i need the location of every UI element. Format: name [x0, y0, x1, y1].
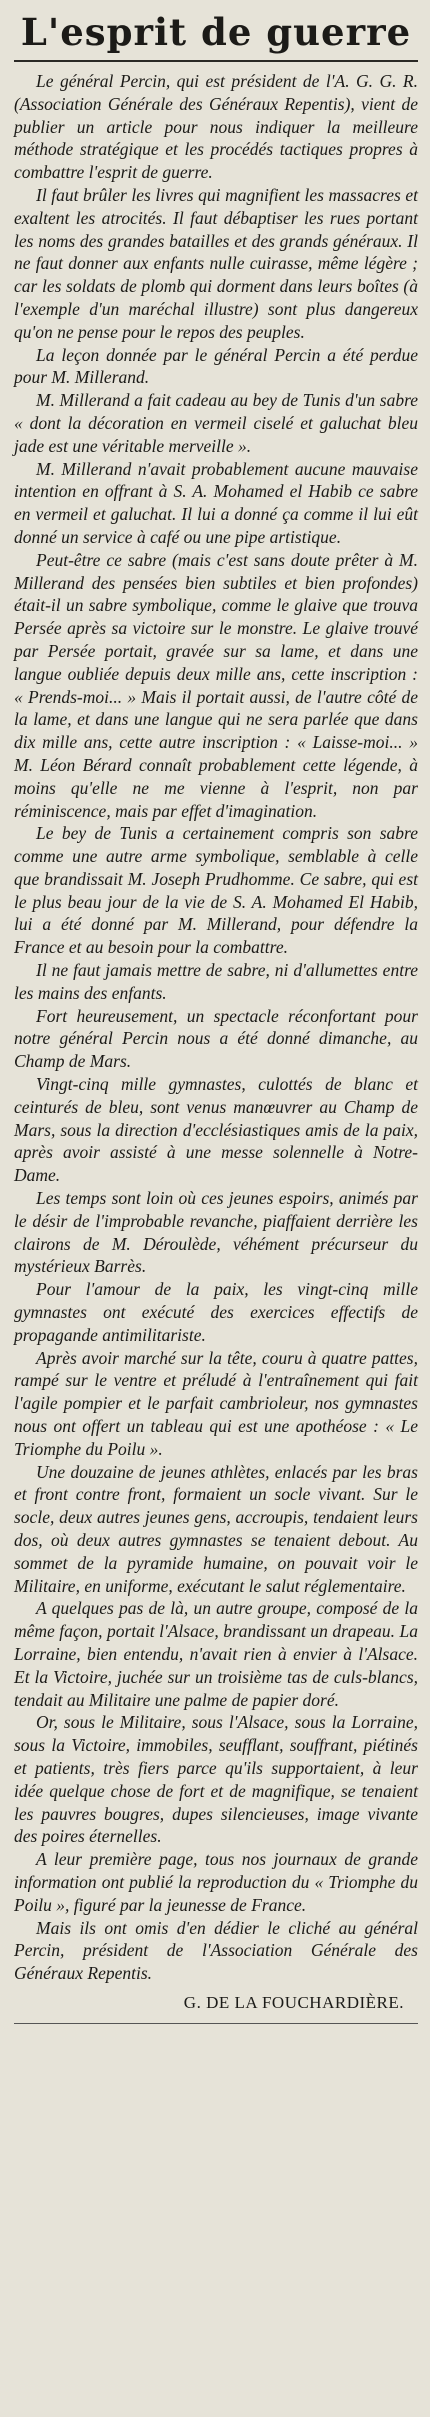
paragraph-4: M. Millerand a fait cadeau au bey de Tunis d'un sabre « dont la décoration en vermeil ciselé et galuchat bleu jade est une véritable merveille ».	[14, 390, 418, 456]
paragraph-18: Mais ils ont omis d'en dédier le cliché au général Percin, président de l'Association Générale des Généraux Repentis.	[14, 1917, 418, 1984]
paragraph-10: Vingt-cinq mille gymnastes, culottés de blanc et ceinturés de bleu, sont venus manœuvrer au Champ de Mars, sous la direction d'ecclésiastiques amis de la paix, après avoir assisté à une messe solennelle à Notre-Dame.	[14, 1074, 418, 1186]
paragraph-9: Fort heureusement, un spectacle réconfortant pour notre général Percin nous a été donné dimanche, au Champ de Mars.	[14, 1005, 418, 1072]
paragraph-5: M. Millerand n'avait probablement aucune mauvaise intention en offrant à S. A. Mohamed el Habib ce sabre en vermeil et galuchat. Il lui a donné ça comme il lui eût donné un service à café ou une pipe artistique.	[14, 458, 418, 547]
title-rule	[14, 60, 418, 62]
paragraph-3: La leçon donnée par le général Percin a été perdue pour M. Millerand.	[14, 344, 418, 388]
paragraph-11: Les temps sont loin où ces jeunes espoirs, animés par le désir de l'improbable revanche, piaffaient derrière les clairons de M. Déroulède, véhément précurseur du mystérieux Barrès.	[14, 1188, 418, 1277]
paragraph-6: Peut-être ce sabre (mais c'est sans doute prêter à M. Millerand des pensées bien subtiles et bien profondes) était-il un sabre symbolique, comme le glaive que trouva Persée après sa victoire sur le monstre. Le glaive trouvé par Persée portait, gravée sur sa lame, et dans une langue oubliée depuis deux mille ans, cette inscription : « Prends-moi... » Mais il portait aussi, de l'autre côté de la lame, et dans une langue qui ne sera parlée que dans dix mille ans, cette autre inscription : « Laisse-moi... » M. Léon Bérard connaît probablement cette légende, à moins qu'elle ne me vienne à l'esprit, non par réminiscence, mais par effet d'imagination.	[14, 549, 418, 821]
paragraph-1: Le général Percin, qui est président de l'A. G. G. R. (Association Générale des Généraux Repentis), vient de publier un article pour nous indiquer la meilleure méthode stratégique et les procédés tactiques propres à combattre l'esprit de guerre.	[14, 71, 418, 183]
paragraph-14: Une douzaine de jeunes athlètes, enlacés par les bras et front contre front, formaient un socle vivant. Sur le socle, deux autres jeunes gens, accroupis, tendaient leurs dos, où deux autres gymnastes se tenaient debout. Au sommet de la pyramide humaine, on pouvait voir le Militaire, en uniforme, exécutant le salut réglementaire.	[14, 1461, 418, 1596]
paragraph-12: Pour l'amour de la paix, les vingt-cinq mille gymnastes ont exécuté des exercices effectifs de propagande antimilitariste.	[14, 1279, 418, 1345]
article-title: L'esprit de guerre	[20, 10, 412, 54]
author-signature: G. DE LA FOUCHARDIÈRE.	[183, 1992, 404, 2012]
paragraph-17: A leur première page, tous nos journaux de grande information ont publié la reproduction du « Triomphe du Poilu », figuré par la jeunesse de France.	[14, 1849, 418, 1915]
paragraph-2: Il faut brûler les livres qui magnifient les massacres et exaltent les atrocités. Il faut débaptiser les rues portant les noms des grandes batailles et des grands généraux. Il ne faut donner aux enfants nulle cuirasse, même légère ; car les soldats de plomb qui dorment dans leurs boîtes (à l'exemple d'un maréchal illustre) sont plus dangereux qu'on ne pense pour le repos des peuples.	[14, 184, 418, 342]
paragraph-16: Or, sous le Militaire, sous l'Alsace, sous la Lorraine, sous la Victoire, immobiles, seufflant, souffrant, piétinés et patients, très fiers parce qu'ils supportaient, à leur idée quelque chose de fort et de magnifique, se tenaient les pauvres bougres, dupes silencieuses, image vivante des poires éternelles.	[14, 1712, 418, 1847]
article-body	[14, 70, 418, 1985]
paragraph-8: Il ne faut jamais mettre de sabre, ni d'allumettes entre les mains des enfants.	[14, 960, 418, 1003]
bottom-rule	[14, 2023, 418, 2024]
paragraph-13: Après avoir marché sur la tête, couru à quatre pattes, rampé sur le ventre et préludé à l'entraînement qui fait l'agile pompier et le parfait cambrioleur, nos gymnastes nous ont offert un tableau qui est une apothéose : « Le Triomphe du Poilu ».	[14, 1347, 418, 1459]
paragraph-15: A quelques pas de là, un autre groupe, composé de la même façon, portait l'Alsace, brandissant un drapeau. La Lorraine, bien entendu, n'avait rien à envier à l'Alsace. Et la Victoire, juchée sur un troisième tas de culs-blancs, tendait au Militaire une palme de papier doré.	[14, 1598, 418, 1710]
paragraph-7: Le bey de Tunis a certainement compris son sabre comme une autre arme symbolique, semblable à celle que brandissait M. Joseph Prudhomme. Ce sabre, qui est le plus beau jour de la vie de S. A. Mohamed El Habib, lui a été donné par M. Millerand, pour défendre la France et au besoin pour la combattre.	[14, 823, 418, 958]
